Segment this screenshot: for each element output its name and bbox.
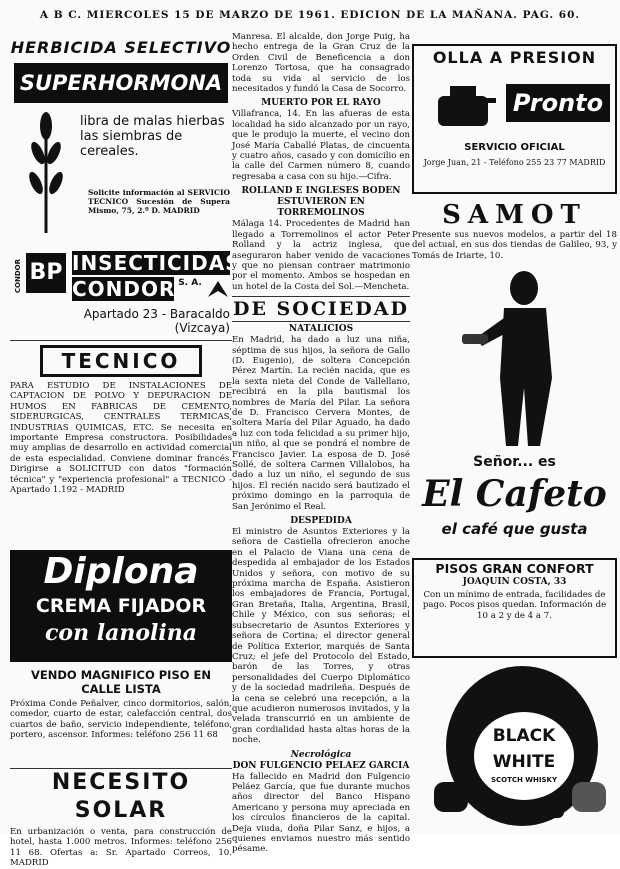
olla-title: OLLA A PRESION [432, 48, 597, 67]
samot-title: SAMOT [442, 200, 587, 230]
pisos-ad [412, 558, 617, 658]
tecnico-body: PARA ESTUDIO DE INSTALACIONES DE CAPTACION DE POLVO Y DEPURACION DE HUMOS EN FABRICAS DE CEMENTO, SIDERURGICAS, CENTRALES TERMICAS, INDUSTRIAS QUIMICAS, ETC. Se necesita en importante Empresa constructora. Posibilidades muy amplias de desarrollo en actividad comercial de esta especialidad. Conviene dominar francés. Dirigirse a SOLICITUD con datos "formación técnica" y "experiencia profesional" a TECNICO - Apartado 1.192 - MADRID [10, 381, 232, 496]
scottie-dog-icon [434, 782, 468, 812]
news-column [232, 32, 410, 855]
whisky-brand2: WHITE [492, 752, 556, 772]
cafeto-brand: El Cafeto [422, 473, 607, 515]
muerto-body: Villafranca, 14. En las afueras de esta localidad ha sido alcanzado por un rayo, que le produjo la muerte, el vecino don José María Caballé Platas, de cincuenta y cuatro años, casado y con domicilio en la calle del Carmen número 8, cuando regresaba a casa con su hijo.—Cifra. [232, 109, 410, 182]
despedida-title: DESPEDIDA [290, 516, 352, 527]
herbicida-contact: Solicite información al SERVICIO TECNICO Sucesión de Supera Mismo, 75, 2.º D. MADRID [88, 188, 230, 215]
olla-service: SERVICIO OFICIAL [464, 142, 565, 153]
waiter-illustration [456, 268, 566, 448]
cafeto-tag: Señor... es [473, 454, 556, 470]
sa-suffix: S. A. [178, 278, 202, 288]
despedida-body: El ministro de Asuntos Exteriores y la señora de Castiella ofrecieron anoche en el Palacio de Viana una cena de despedida al embajador de los Estados Unidos y señora, con motivo de su próxima marcha de España. Asistieron los embajadores de Francia, Portugal, Gran Bretaña, Italia, Argentina, Brasil, Chile y México, con sus señoras; el subsecretario de Asuntos Exteriores y señora de Cortina; el director general de Política Exterior, marqués de Santa Cruz; el jefe del Protocolo del Estado, barón de las Torres, y otras personalidades del Cuerpo Diplomático y de la sociedad madrileña. Después de la cena se celebró una recepción, a la que acudieron numerosos invitados, y la velada transcurrió en un ambiente de gran cordialidad hasta altas horas de la noche. [232, 527, 410, 746]
left-column [10, 32, 241, 869]
piso-title: VENDO MAGNIFICO PISO EN CALLE LISTA [31, 668, 211, 696]
bp-logo: BP [26, 253, 66, 293]
herbicida-ad [10, 38, 232, 238]
piso-body: Próxima Conde Peñalver, cinco dormitorios, salón, comedor, cuarto de estar, calefacción central, dos cuartos de baño, servicio independiente, teléfono, portero, ascensor. Informes: teléfono 256 11 68 [10, 699, 232, 741]
middle-column [232, 32, 410, 855]
tecnico-title: TECNICO [40, 345, 202, 377]
sociedad-title: DE SOCIEDAD [232, 298, 410, 321]
solar-ad [10, 768, 232, 869]
westie-dog-icon [572, 782, 606, 812]
whisky-brand1: BLACK [492, 726, 556, 746]
pronto-brand: Pronto [506, 84, 610, 122]
boda-title: ROLLAND E INGLESES BODEN ESTUVIERON EN TORREMOLINOS [241, 186, 401, 219]
tecnico-ad [10, 340, 232, 551]
diplona-line2: con lanolina [45, 620, 197, 646]
solar-body: En urbanización o venta, para construcción de hotel, hasta 1.000 metros. Informes: teléfono 256 11 68. Ofertas a: Sr. Apartado Correos, 10. MADRID [10, 827, 232, 869]
piso-ad [10, 668, 232, 768]
pisos-body: Con un mínimo de entrada, facilidades de pago. Pocos pisos quedan. Información de 10 a 2 y de 4 a 7. [422, 590, 607, 621]
pisos-title: PISOS GRAN CONFORT [435, 561, 594, 576]
olla-ad [412, 44, 617, 194]
pisos-address: JOAQUIN COSTA, 33 [462, 577, 567, 587]
herbicida-body: libra de malas hierbas las siembras de cereales. [80, 114, 225, 159]
condor-bird-icon [206, 277, 230, 301]
insecticidas-title: INSECTICIDAS [72, 251, 241, 275]
necrologica-subtitle: DON FULGENCIO PELAEZ GARCIA [232, 760, 410, 771]
muerto-title: MUERTO POR EL RAYO [261, 98, 381, 109]
natalicios-body: En Madrid, ha dado a luz una niña, séptima de sus hijos, la señora de Gallo (D. Eugenio), de soltera Concepción Pérez Martín. La recién nacida, que es la sexta nieta del Conde de Vallellano, recibirá en la pila bautismal los nombres de María del Pilar. La señora de D. Francisco Cervera Montes, de soltera María del Pilar Aguado, ha dado a luz con toda felicidad a su primer hijo, un niño, al que se pondrá el nombre de Francisco Javier. La esposa de D. José Sollé, de soltera Carmen Villalobos, ha dado a luz un niño, el segundo de sus hijos. El recién nacido será bautizado el próximo domingo en la parroquia de San Jerónimo el Real. [232, 335, 410, 512]
solar-title: NECESITO SOLAR [51, 770, 191, 823]
boda-body: Málaga 14. Procedentes de Madrid han llegado a Torremolinos el actor Peter Rolland y la actriz inglesa, que aseguraron haber venido de vacaciones y que no piensan contraer matrimonio por el momento. Ambos se hospedan en un hotel de la Costa del Sol.—Mencheta. [232, 219, 410, 292]
news-top: Manresa. El alcalde, don Jorge Puig, ha hecho entrega de la Gran Cruz de la Orden Civil de Beneficencia a don Lorenzo Tortosa, que ha consagrado toda su vida al servicio de los necesitados y fundó la Casa de Socorro. [232, 32, 410, 95]
diplona-ad [10, 550, 232, 662]
insecticidas-ad [10, 247, 241, 335]
natalicios-title: NATALICIOS [288, 324, 354, 335]
samot-ad [412, 200, 617, 266]
whisky-illustration [412, 662, 617, 830]
whisky-sub: SCOTCH WHISKY [490, 776, 558, 784]
page-header: A B C. MIERCOLES 15 DE MARZO DE 1961. EDICION DE LA MAÑANA. PAG. 60. [39, 9, 581, 21]
necrologica-body: Ha fallecido en Madrid don Fulgencio Peláez García, que fue durante muchos años director del Banco Hispano Americano y persona muy apreciada en los círculos financieros de la capital. Deja viuda, doña Pilar Sanz, e hijos, a quienes enviamos nuestro más sentido pésame. [232, 771, 410, 855]
right-column [412, 32, 617, 832]
olla-address: Jorge Juan, 21 - Teléfono 255 23 77 MADRID [423, 158, 606, 167]
insecticidas-side-text: CONDOR [14, 259, 22, 294]
cafeto-slogan: el café que gusta [441, 520, 588, 538]
pressure-cooker-icon [428, 76, 498, 132]
wheat-icon [16, 108, 76, 238]
samot-body: Presente sus nuevos modelos, a partir del 18 del actual, en sus dos tiendas de Galileo, 93, y Tomás de Iriarte, 10. [412, 230, 617, 261]
diplona-brand: Diplona [43, 551, 199, 592]
superhormona-brand: SUPERHORMONA [14, 63, 228, 103]
necrologica-title: Necrológica [290, 749, 352, 760]
diplona-line1: CREMA FIJADOR [35, 595, 207, 617]
herbicida-title: HERBICIDA SELECTIVO [10, 38, 232, 57]
insecticidas-address: Apartado 23 - Baracaldo (Vizcaya) [83, 307, 230, 335]
condor-title: CONDOR [72, 277, 176, 301]
whisky-ad [412, 662, 617, 830]
cafeto-ad [412, 266, 617, 554]
